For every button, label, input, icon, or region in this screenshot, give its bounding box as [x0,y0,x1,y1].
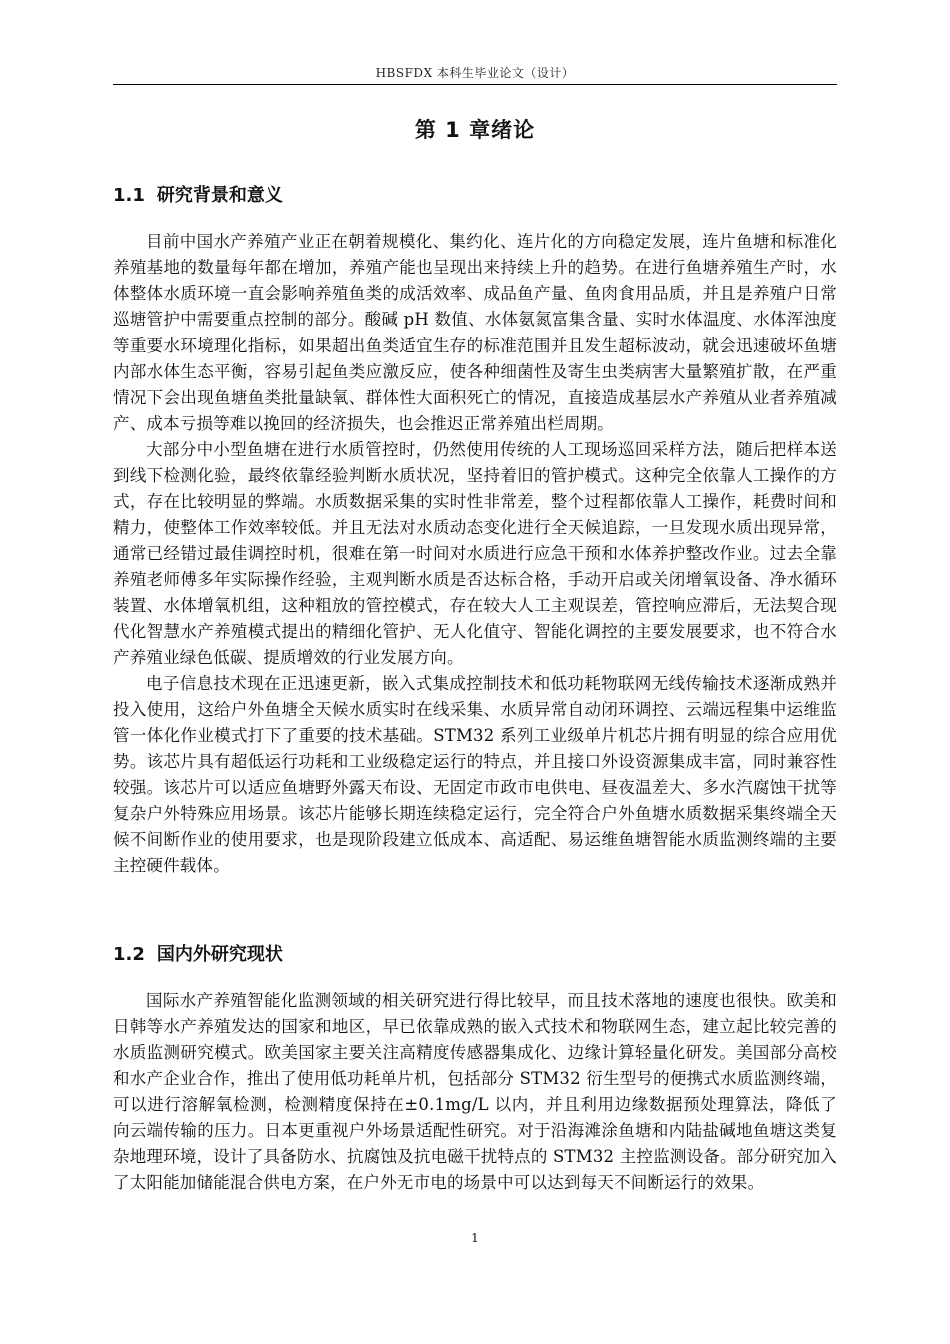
section-number: 1.1 [113,185,145,206]
section-heading-1-1 [113,181,837,207]
header-rule [113,84,837,85]
section-number: 1.2 [113,944,145,965]
section-title: 国内外研究现状 [156,944,283,965]
paragraph: 国际水产养殖智能化监测领域的相关研究进行得比较早，而且技术落地的速度也很快。欧美和日韩等水产养殖发达的国家和地区，早已依靠成熟的嵌入式技术和物联网生态，建立起比较完善的水质监测研究模式。欧美国家主要关注高精度传感器集成化、边缘计算轻量化研发。美国部分高校和水产企业合作，推出了使用低功耗单片机，包括部分 STM32 衍生型号的便携式水质监测终端，可以进行溶解氧检测，检测精度保持在±0.1mg/L 以内，并且利用边缘数据预处理算法，降低了向云端传输的压力。日本更重视户外场景适配性研究。对于沿海滩涂鱼塘和内陆盐碱地鱼塘这类复杂地理环境，设计了具备防水、抗腐蚀及抗电磁干扰特点的 STM32 主控监测设备。部分研究加入了太阳能加储能混合供电方案，在户外无市电的场景中可以达到每天不间断运行的效果。 [113,991,837,1192]
section-body-1-2 [113,988,837,1196]
chapter-title: 第 1 章绪论 [414,118,536,142]
page-number: 1 [471,1231,479,1245]
paragraph: 电子信息技术现在正迅速更新，嵌入式集成控制技术和低功耗物联网无线传输技术逐渐成熟并投入使用，这给户外鱼塘全天候水质实时在线采集、水质异常自动闭环调控、云端远程集中运维监管一体化作业模式打下了重要的技术基础。STM32 系列工业级单片机芯片拥有明显的综合应用优势。该芯片具有超低运行功耗和工业级稳定运行的特点，并且接口外设资源集成丰富，同时兼容性较强。该芯片可以适应鱼塘野外露天布设、无固定市政市电供电、昼夜温差大、多水汽腐蚀干扰等复杂户外特殊应用场景。该芯片能够长期连续稳定运行，完全符合户外鱼塘水质数据采集终端全天候不间断作业的使用要求，也是现阶段建立低成本、高适配、易运维鱼塘智能水质监测终端的主要主控硬件载体。 [113,674,837,875]
section-title: 研究背景和意义 [156,185,283,206]
section-heading-1-2 [113,940,837,966]
section-body-1-1 [113,229,837,879]
paragraph: 大部分中小型鱼塘在进行水质管控时，仍然使用传统的人工现场巡回采样方法，随后把样本送到线下检测化验，最终依靠经验判断水质状况，坚持着旧的管护模式。这种完全依靠人工操作的方式，存在比较明显的弊端。水质数据采集的实时性非常差，整个过程都依靠人工操作，耗费时间和精力，使整体工作效率较低。并且无法对水质动态变化进行全天候追踪，一旦发现水质出现异常，通常已经错过最佳调控时机，很难在第一时间对水质进行应急干预和水体养护整改作业。过去全靠养殖老师傅多年实际操作经验，主观判断水质是否达标合格，手动开启或关闭增氧设备、净水循环装置、水体增氧机组，这种粗放的管控模式，存在较大人工主观误差，管控响应滞后，无法契合现代化智慧水产养殖模式提出的精细化管护、无人化值守、智能化调控的主要发展要求，也不符合水产养殖业绿色低碳、提质增效的行业发展方向。 [113,440,837,667]
running-header: HBSFDX 本科生毕业论文（设计） [375,66,575,80]
paragraph: 目前中国水产养殖产业正在朝着规模化、集约化、连片化的方向稳定发展，连片鱼塘和标准化养殖基地的数量每年都在增加，养殖产能也呈现出来持续上升的趋势。在进行鱼塘养殖生产时，水体整体水质环境一直会影响养殖鱼类的成活效率、成品鱼产量、鱼肉食用品质，并且是养殖户日常巡塘管护中需要重点控制的部分。酸碱 pH 数值、水体氨氮富集含量、实时水体温度、水体浑浊度等重要水环境理化指标，如果超出鱼类适宜生存的标准范围并且发生超标波动，就会迅速破坏鱼塘内部水体生态平衡，容易引起鱼类应激反应，使各种细菌性及寄生虫类病害大量繁殖扩散，在严重情况下会出现鱼塘鱼类批量缺氧、群体性大面积死亡的情况，直接造成基层水产养殖从业者养殖减产、成本亏损等难以挽回的经济损失，也会推迟正常养殖出栏周期。 [113,232,837,433]
